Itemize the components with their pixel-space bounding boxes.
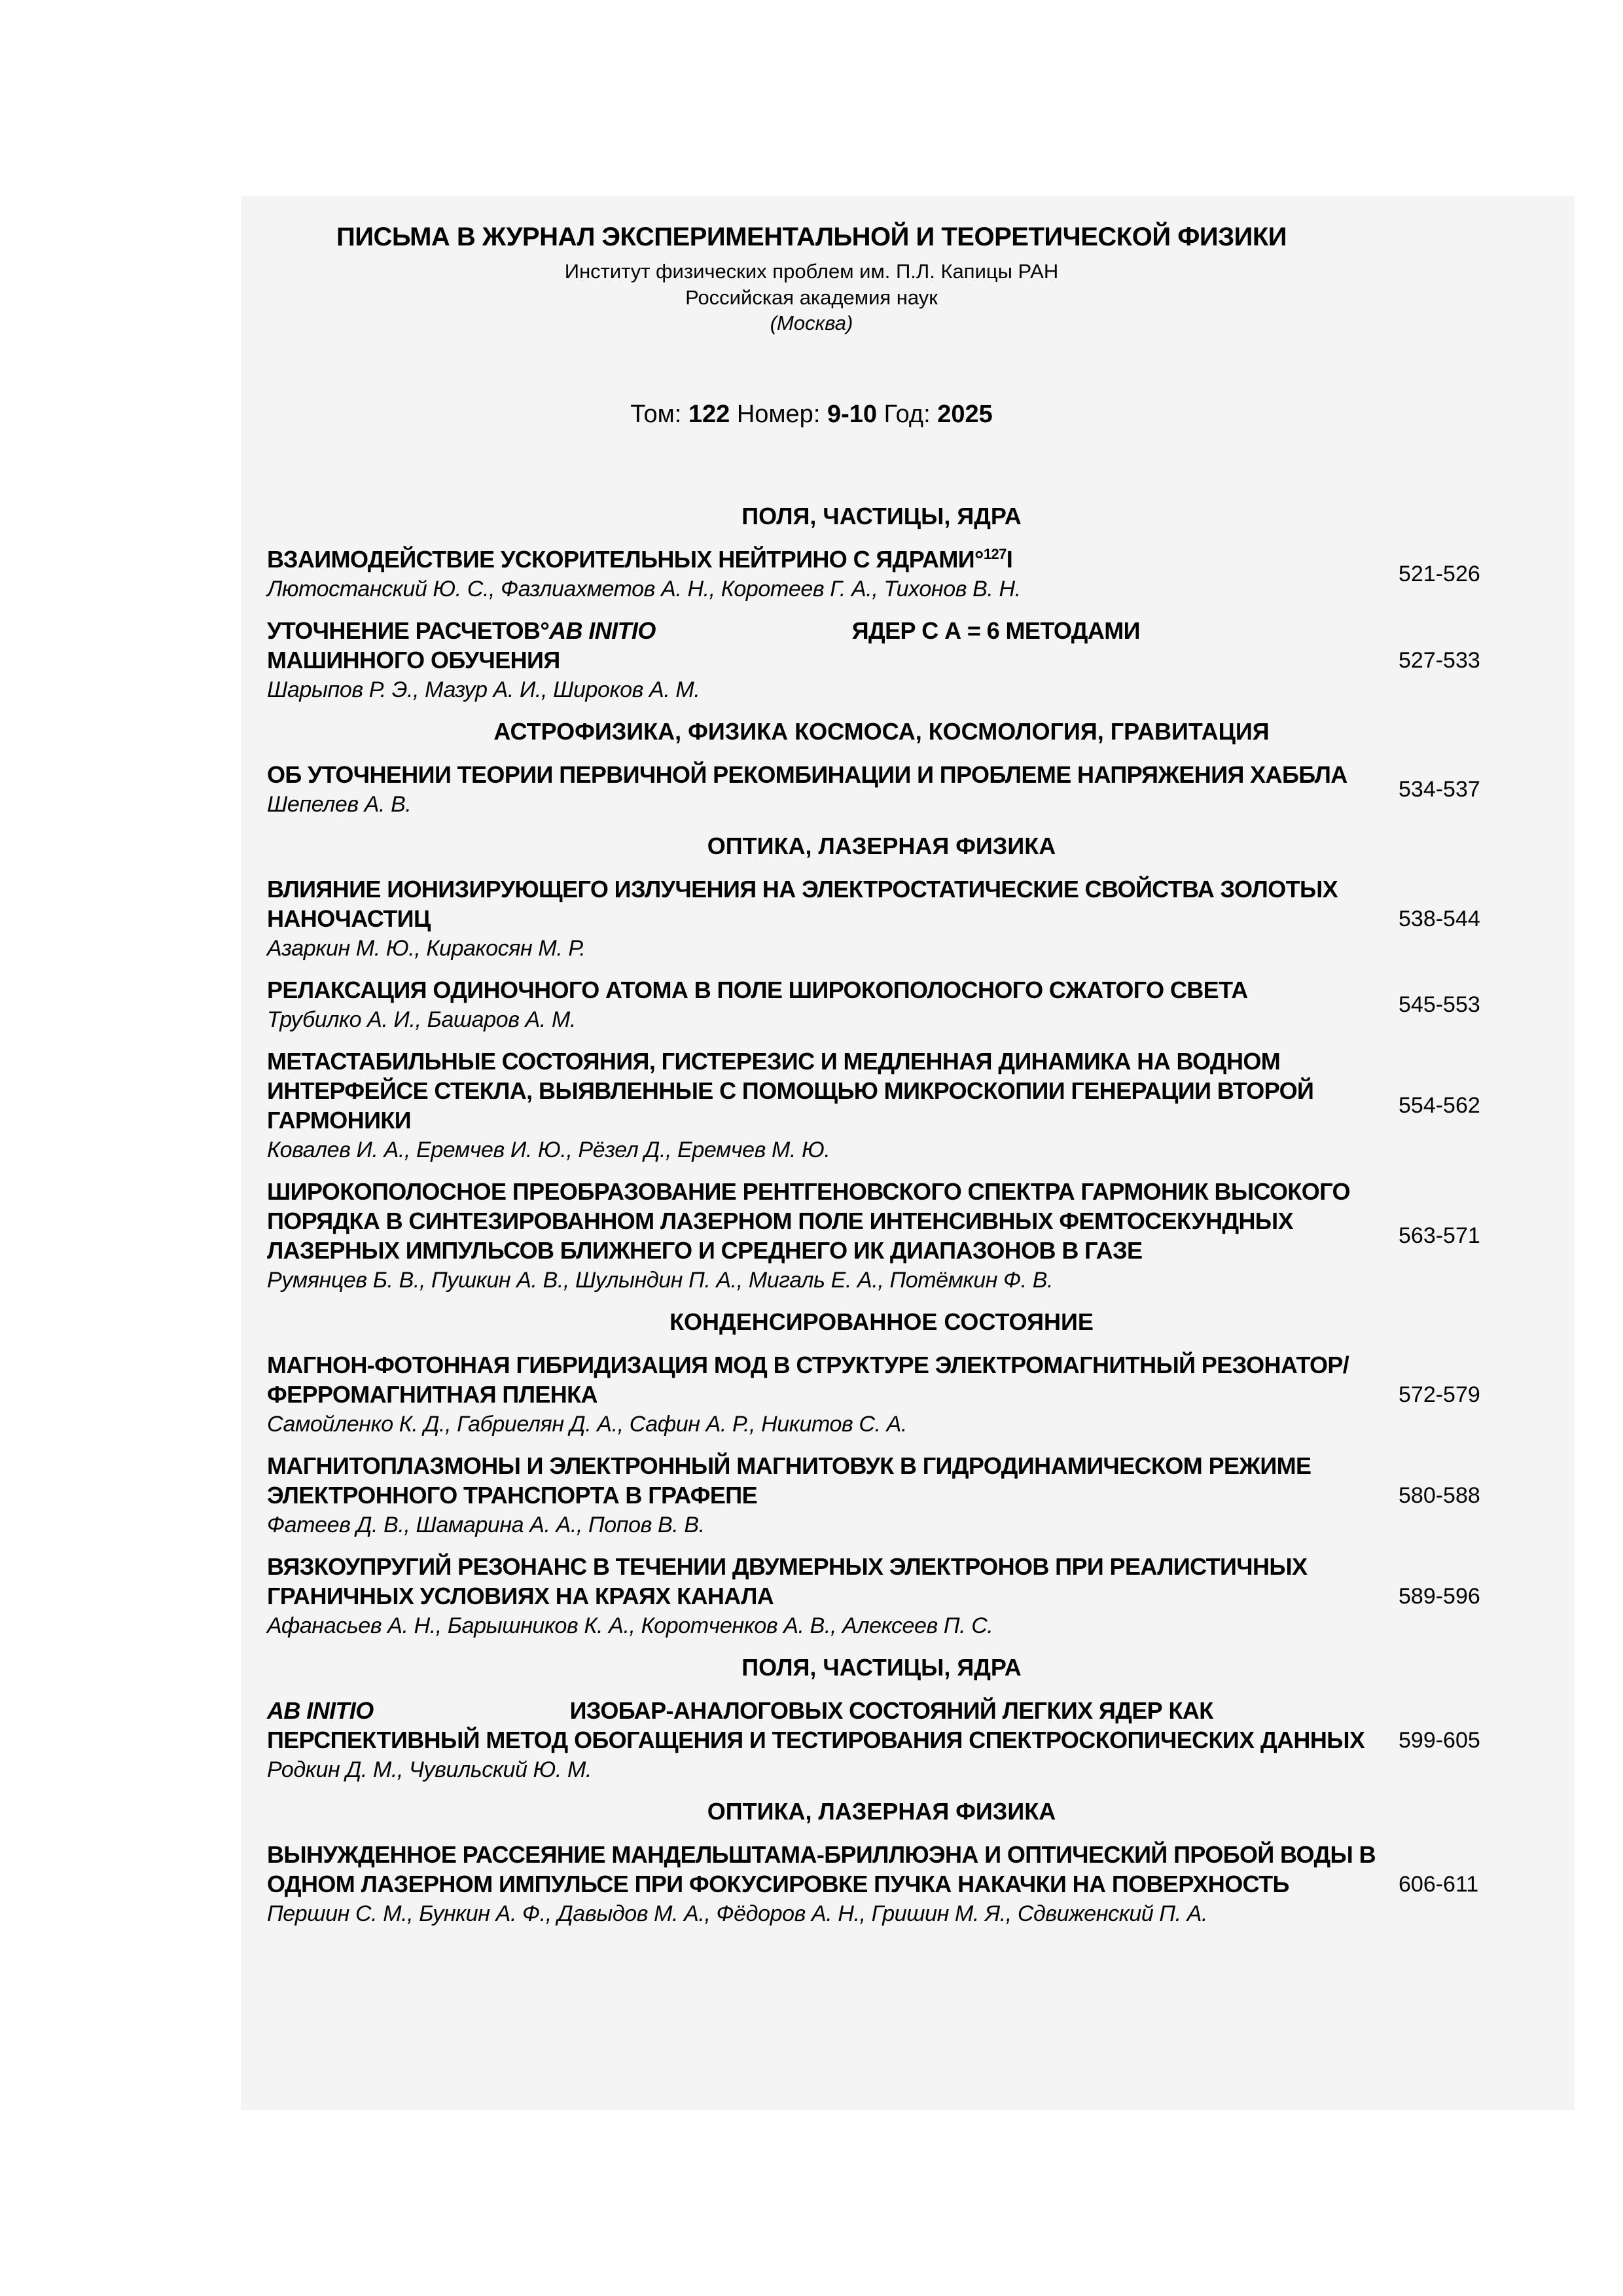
article-authors: Азаркин М. Ю., Киракосян М. Р. — [267, 936, 586, 961]
title-italic: AB INITIO — [267, 1697, 374, 1724]
title-text: ВЫНУЖДЕННОЕ РАССЕЯНИЕ МАНДЕЛЬШТАМА-БРИЛЛЮЭНА И ОПТИЧЕСКИЙ ПРОБОЙ ВОДЫ В ОДНОМ ЛАЗЕРНОМ ИМПУЛЬСЕ ПРИ ФОКУСИРОВКЕ ПУЧКА НАКАЧКИ НА ПОВЕРХНОСТЬ — [267, 1841, 1376, 1897]
article-title[interactable] — [267, 1552, 1399, 1611]
title-end: ИЗОБАР-АНАЛОГОВЫХ СОСТОЯНИЙ ЛЕГКИХ ЯДЕР КАК — [569, 1697, 1213, 1724]
article-body — [267, 1840, 1399, 1929]
article-entry[interactable] — [267, 1451, 1497, 1540]
article-pages: 534-537 — [1399, 777, 1480, 802]
section-heading: ПОЛЯ, ЧАСТИЦЫ, ЯДРА — [741, 503, 1022, 529]
section-heading: ОПТИКА, ЛАЗЕРНАЯ ФИЗИКА — [707, 833, 1056, 859]
volume: 122 — [688, 401, 730, 428]
number-label: Номер: — [736, 401, 821, 428]
volume-label: Том: — [630, 401, 682, 428]
section-heading: АСТРОФИЗИКА, ФИЗИКА КОСМОСА, КОСМОЛОГИЯ, ГРАВИТАЦИЯ — [493, 718, 1270, 745]
article-authors: Першин С. М., Бункин А. Ф., Давыдов М. А., Фёдоров А. Н., Гришин М. Я., Сдвиженский П. А. — [267, 1901, 1208, 1926]
table-of-contents — [267, 501, 1497, 1941]
article-entry[interactable] — [267, 760, 1497, 819]
institute: Институт физических проблем им. П.Л. Капицы РАН — [564, 260, 1059, 283]
title-text: МЕТАСТАБИЛЬНЫЕ СОСТОЯНИЯ, ГИСТЕРЕЗИС И МЕДЛЕННАЯ ДИНАМИКА НА ВОДНОМ ИНТЕРФЕЙСЕ СТЕКЛА, ВЫЯВЛЕННЫЕ С ПОМОЩЬЮ МИКРОСКОПИИ ГЕНЕРАЦИИ ВТОРОЙ ГАРМОНИКИ — [267, 1048, 1314, 1134]
article-body — [267, 1047, 1399, 1165]
article-title[interactable] — [267, 760, 1399, 789]
title-text: ВЛИЯНИЕ ИОНИЗИРУЮЩЕГО ИЗЛУЧЕНИЯ НА ЭЛЕКТРОСТАТИЧЕСКИЕ СВОЙСТВА ЗОЛОТЫХ НАНОЧАСТИЦ — [267, 876, 1338, 932]
title-end: ЯДЕР С А = 6 МЕТОДАМИ — [851, 617, 1140, 644]
title-text: ВЯЗКОУПРУГИЙ РЕЗОНАНС В ТЕЧЕНИИ ДВУМЕРНЫХ ЭЛЕКТРОНОВ ПРИ РЕАЛИСТИЧНЫХ ГРАНИЧНЫХ УСЛОВИЯХ НА КРАЯХ КАНАЛА — [267, 1553, 1308, 1609]
article-body — [267, 545, 1399, 604]
article-authors: Шепелев А. В. — [267, 792, 412, 817]
section-heading: ОПТИКА, ЛАЗЕРНАЯ ФИЗИКА — [707, 1798, 1056, 1825]
article-title-cont: ПЕРСПЕКТИВНЫЙ МЕТОД ОБОГАЩЕНИЯ И ТЕСТИРОВАНИЯ СПЕКТРОСКОПИЧЕСКИХ ДАННЫХ — [267, 1727, 1365, 1753]
journal-title: ПИСЬМА В ЖУРНАЛ ЭКСПЕРИМЕНТАЛЬНОЙ И ТЕОРЕТИЧЕСКОЙ ФИЗИКИ — [336, 223, 1287, 251]
article-entry[interactable] — [267, 1350, 1497, 1439]
title-end: I — [1006, 546, 1013, 573]
article-pages: 580-588 — [1399, 1482, 1480, 1508]
title-text: МАГНИТОПЛАЗМОНЫ И ЭЛЕКТРОННЫЙ МАГНИТОВУК В ГИДРОДИНАМИЧЕСКОМ РЕЖИМЕ ЭЛЕКТРОННОГО ТРАНСПОРТА В ГРАФЕПЕ — [267, 1452, 1311, 1509]
section-heading: КОНДЕНСИРОВАННОЕ СОСТОЯНИЕ — [669, 1308, 1094, 1335]
article-body — [267, 616, 1399, 705]
title-italic: AB INITIO — [549, 617, 656, 644]
academy: Российская академия наук — [685, 286, 938, 309]
title-superscript: 127 — [983, 546, 1007, 562]
title-text: ВЗАИМОДЕЙСТВИЕ УСКОРИТЕЛЬНЫХ НЕЙТРИНО С ЯДРАМИ° — [267, 546, 984, 573]
article-title[interactable] — [267, 1047, 1399, 1135]
article-authors: Родкин Д. М., Чувильский Ю. М. — [267, 1757, 592, 1782]
article-entry[interactable] — [267, 1177, 1497, 1295]
article-body — [267, 1350, 1399, 1439]
number: 9-10 — [827, 401, 877, 428]
title-text: МАГНОН-ФОТОННАЯ ГИБРИДИЗАЦИЯ МОД В СТРУКТУРЕ ЭЛЕКТРОМАГНИТНЫЙ РЕЗОНАТОР/ФЕРРОМАГНИТНАЯ ПЛЕНКА — [267, 1352, 1349, 1408]
section-heading: ПОЛЯ, ЧАСТИЦЫ, ЯДРА — [741, 1654, 1022, 1681]
issue-info — [0, 401, 1623, 429]
article-entry[interactable] — [267, 1552, 1497, 1641]
article-title[interactable] — [267, 545, 1399, 574]
article-pages: 599-605 — [1399, 1727, 1480, 1753]
year-label: Год: — [883, 401, 931, 428]
article-entry[interactable] — [267, 874, 1497, 963]
article-authors: Самойленко К. Д., Габриелян Д. А., Сафин А. Р., Никитов С. А. — [267, 1412, 907, 1437]
article-pages: 527-533 — [1399, 647, 1480, 673]
year: 2025 — [937, 401, 993, 428]
title-text: ШИРОКОПОЛОСНОЕ ПРЕОБРАЗОВАНИЕ РЕНТГЕНОВСКОГО СПЕКТРА ГАРМОНИК ВЫСОКОГО ПОРЯДКА В СИНТЕЗИРОВАННОМ ЛАЗЕРНОМ ПОЛЕ ИНТЕНСИВНЫХ ФЕМТОСЕКУНДНЫХ ЛАЗЕРНЫХ ИМПУЛЬСОВ БЛИЖНЕГО И СРЕДНЕГО ИК ДИАПАЗОНОВ В ГАЗЕ — [267, 1178, 1350, 1264]
article-body — [267, 1451, 1399, 1540]
article-entry[interactable] — [267, 1047, 1497, 1165]
city: (Москва) — [770, 312, 853, 334]
article-entry[interactable] — [267, 616, 1497, 705]
article-body — [267, 975, 1399, 1035]
article-title-cont: МАШИННОГО ОБУЧЕНИЯ — [267, 647, 560, 673]
article-authors: Афанасьев А. Н., Барышников К. А., Коротченков А. В., Алексеев П. С. — [267, 1613, 993, 1638]
article-title[interactable] — [267, 1840, 1399, 1899]
article-pages: 538-544 — [1399, 906, 1480, 931]
article-authors: Трубилко А. И., Башаров А. М. — [267, 1007, 576, 1032]
article-body — [267, 1177, 1399, 1295]
article-authors: Румянцев Б. В., Пушкин А. В., Шулындин П. А., Мигаль Е. А., Потёмкин Ф. В. — [267, 1268, 1054, 1293]
article-pages: 545-553 — [1399, 992, 1480, 1017]
title-text: РЕЛАКСАЦИЯ ОДИНОЧНОГО АТОМА В ПОЛЕ ШИРОКОПОЛОСНОГО СЖАТОГО СВЕТА — [267, 977, 1248, 1003]
article-entry[interactable] — [267, 975, 1497, 1035]
article-pages: 554-562 — [1399, 1093, 1480, 1118]
article-body — [267, 1696, 1399, 1785]
article-title[interactable] — [267, 1451, 1399, 1510]
article-authors: Лютостанский Ю. С., Фазлиахметов А. Н., Коротеев Г. А., Тихонов В. Н. — [267, 577, 1021, 601]
article-pages: 521-526 — [1399, 562, 1480, 586]
article-title[interactable] — [267, 975, 1399, 1005]
article-pages: 572-579 — [1399, 1382, 1480, 1407]
article-title[interactable] — [267, 616, 1399, 645]
article-entry[interactable] — [267, 1696, 1497, 1785]
article-authors: Шарыпов Р. Э., Мазур А. И., Широков А. М. — [267, 677, 700, 702]
article-body — [267, 760, 1399, 819]
article-pages: 606-611 — [1399, 1871, 1479, 1897]
title-text: ОБ УТОЧНЕНИИ ТЕОРИИ ПЕРВИЧНОЙ РЕКОМБИНАЦИИ И ПРОБЛЕМЕ НАПРЯЖЕНИЯ ХАББЛА — [267, 761, 1347, 788]
article-body — [267, 874, 1399, 963]
article-pages: 589-596 — [1399, 1583, 1480, 1609]
article-entry[interactable] — [267, 1840, 1497, 1929]
article-title[interactable] — [267, 1177, 1399, 1265]
article-authors: Ковалев И. А., Еремчев И. Ю., Рёзел Д., Еремчев М. Ю. — [267, 1138, 830, 1162]
article-title[interactable] — [267, 874, 1399, 933]
article-title[interactable] — [267, 1696, 1399, 1725]
title-text: УТОЧНЕНИЕ РАСЧЕТОВ° — [267, 617, 550, 644]
article-pages: 563-571 — [1399, 1223, 1480, 1248]
article-entry[interactable] — [267, 545, 1497, 604]
article-title[interactable] — [267, 1350, 1399, 1409]
article-authors: Фатеев Д. В., Шамарина А. А., Попов В. В. — [267, 1513, 705, 1537]
article-body — [267, 1552, 1399, 1641]
